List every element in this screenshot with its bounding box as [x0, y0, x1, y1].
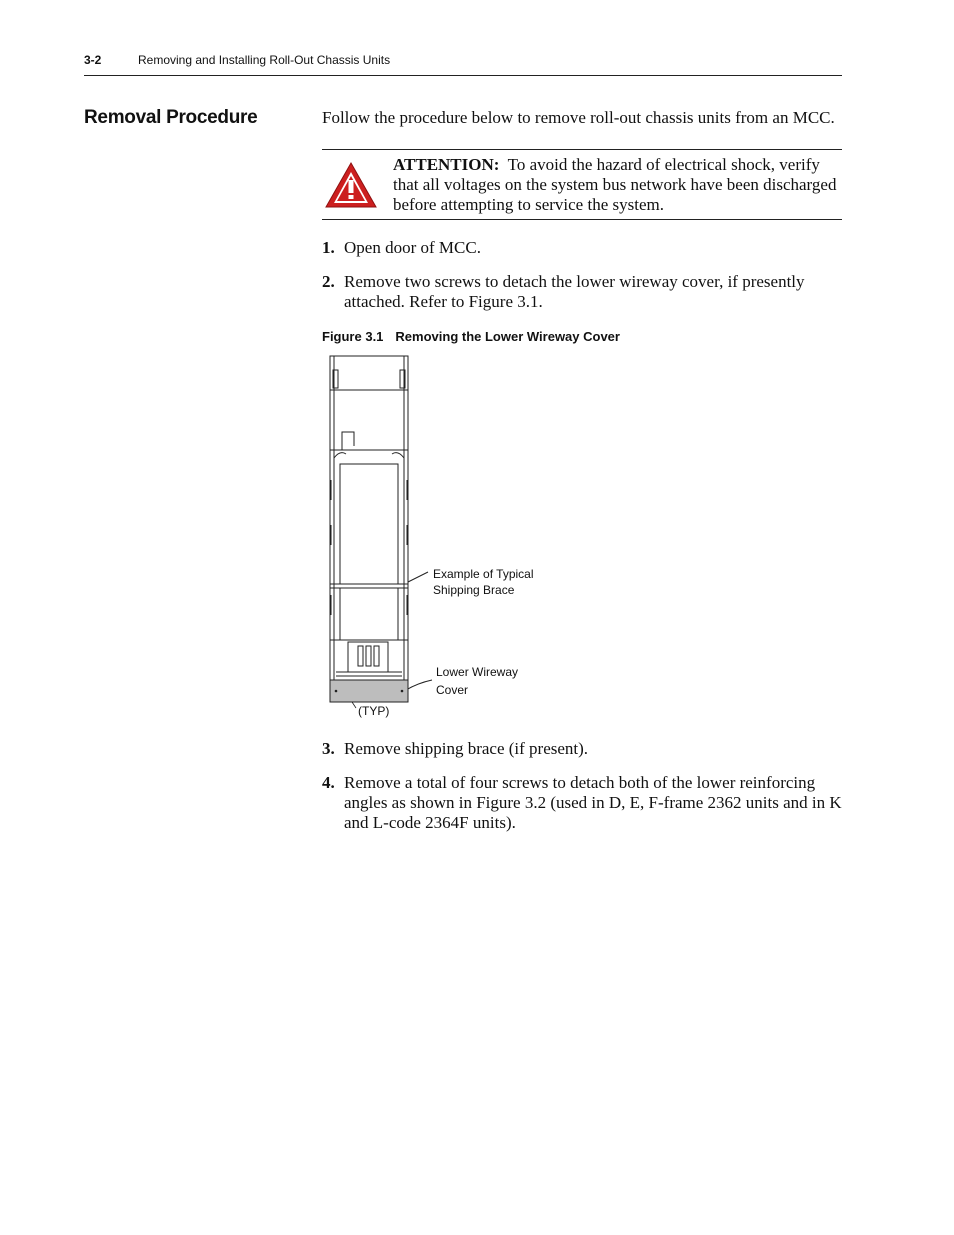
- lower-wireway-cover: [330, 680, 408, 702]
- step-4: [322, 773, 847, 833]
- step-number: 2.: [322, 272, 335, 291]
- callout-line: Cover: [436, 683, 469, 697]
- attention-message: To avoid the hazard of electrical shock, verify that all voltages on the system bus network have been discharged before attempting to service the system.: [393, 155, 837, 214]
- figure-number: Figure 3.1: [322, 329, 384, 344]
- step-text: Remove a total of four screws to detach both of the lower reinforcing angles as shown in Figure 3.2 (used in D, E, F-frame 2362 units and in K and L-code 2364F units).: [344, 773, 842, 832]
- warning-triangle-icon: [323, 160, 379, 210]
- step-number: 3.: [322, 739, 335, 758]
- callout-line: Example of Typical: [433, 567, 534, 581]
- callout-lower-wireway-cover: [436, 663, 518, 699]
- callout-shipping-brace: [433, 566, 534, 598]
- step-text: Remove two screws to detach the lower wireway cover, if presently attached. Refer to Figure 3.1.: [344, 272, 805, 311]
- attention-text-block: [393, 155, 843, 215]
- callout-line: Shipping Brace: [433, 583, 515, 597]
- step-2: [322, 272, 847, 312]
- step-3: [322, 739, 847, 759]
- figure-title: Removing the Lower Wireway Cover: [395, 329, 620, 344]
- page-number: 3-2: [84, 53, 102, 67]
- header-rule: [84, 75, 842, 76]
- step-number: 4.: [322, 773, 335, 792]
- attention-rule-bottom: [322, 219, 842, 220]
- step-number: 1.: [322, 238, 335, 257]
- mcc-unit-drawing: [300, 350, 560, 730]
- callout-line: Lower Wireway: [436, 665, 519, 679]
- intro-paragraph: Follow the procedure below to remove roll-out chassis units from an MCC.: [322, 108, 835, 127]
- figure-caption: [322, 329, 620, 344]
- step-text: Remove shipping brace (if present).: [344, 739, 589, 758]
- step-1: [322, 238, 847, 258]
- section-heading: Removal Procedure: [84, 107, 258, 128]
- attention-rule-top: [322, 149, 842, 150]
- chapter-title: Removing and Installing Roll-Out Chassis Units: [138, 53, 391, 67]
- callout-typ: (TYP): [358, 704, 390, 718]
- step-text: Open door of MCC.: [344, 238, 481, 257]
- attention-label: ATTENTION:: [393, 155, 500, 174]
